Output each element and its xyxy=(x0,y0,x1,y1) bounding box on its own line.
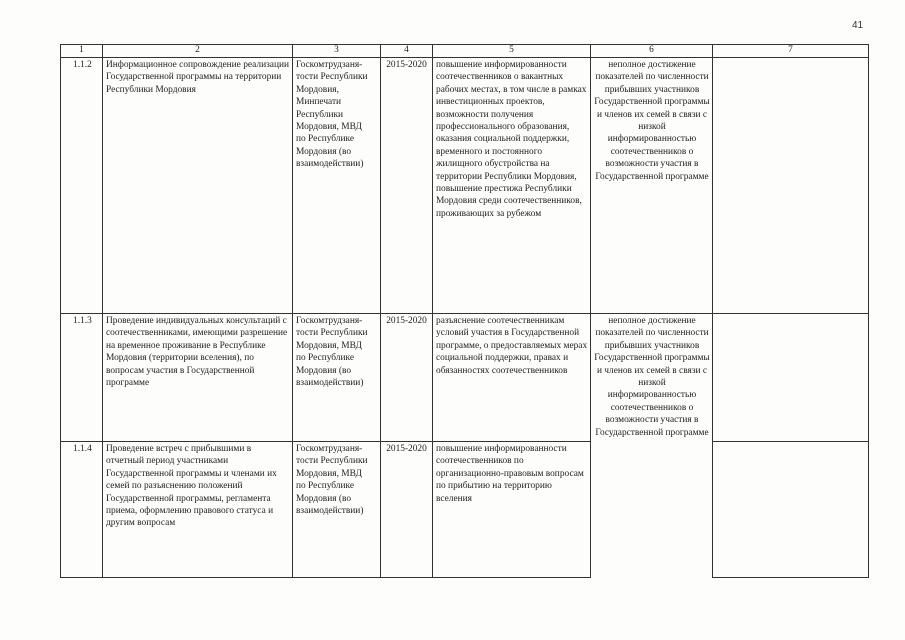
header-col-1: 1 xyxy=(61,45,103,58)
note-cell xyxy=(713,58,869,314)
table-row xyxy=(61,442,869,578)
risk-cell: неполное достижение показателей по численности прибывших участников Государственной программы и членов их семей в связи с низкой информированностью соотечественников о возможности участия в Государственной программе xyxy=(591,314,713,578)
header-row xyxy=(61,45,869,58)
period-cell: 2015-2020 xyxy=(381,314,433,442)
risk-cell: неполное достижение показателей по численности прибывших участников Государственной программы и членов их семей в связи с низкой информированностью соотечественников о возможности участия в Государственной программе xyxy=(591,58,713,314)
period-cell: 2015-2020 xyxy=(381,58,433,314)
header-col-4: 4 xyxy=(381,45,433,58)
row-number: 1.1.2 xyxy=(61,58,103,314)
header-col-6: 6 xyxy=(591,45,713,58)
row-number: 1.1.3 xyxy=(61,314,103,442)
row-number: 1.1.4 xyxy=(61,442,103,578)
note-cell xyxy=(713,314,869,442)
header-col-2: 2 xyxy=(103,45,293,58)
measures-table xyxy=(60,44,869,578)
note-cell xyxy=(713,442,869,578)
executor-cell: Госкомтрудзаня- тости Республики Мордовия, Минпечати Республики Мордовия, МВД по Республике Мордовия (во взаимодействии) xyxy=(293,58,381,314)
page-number: 41 xyxy=(852,20,864,31)
header-col-3: 3 xyxy=(293,45,381,58)
table-row xyxy=(61,58,869,314)
result-cell: повышение информированности соотечественников по организационно-правовым вопросам по прибытию на территорию вселения xyxy=(433,442,591,578)
measure-title: Проведение встреч с прибывшими в отчетный период участниками Государственной программы и членами их семей по разъяснению положений Государственной программы, регламента приема, оформлению правового статуса и другим вопросам xyxy=(103,442,293,578)
measure-title: Проведение индивидуальных консультаций с соотечественниками, имеющими разрешение на временное проживание в Республике Мордовия (территории вселения), по вопросам участия в Государственной программе xyxy=(103,314,293,442)
executor-cell: Госкомтрудзаня- тости Республики Мордовия, МВД по Республике Мордовия (во взаимодействии) xyxy=(293,314,381,442)
table-row xyxy=(61,314,869,442)
measure-title: Информационное сопровождение реализации Государственной программы на территории Республики Мордовия xyxy=(103,58,293,314)
header-col-5: 5 xyxy=(433,45,591,58)
header-col-7: 7 xyxy=(713,45,869,58)
executor-cell: Госкомтрудзаня- тости Республики Мордовия, МВД по Республике Мордовия (во взаимодействии) xyxy=(293,442,381,578)
period-cell: 2015-2020 xyxy=(381,442,433,578)
result-cell: повышение информированности соотечественников о вакантных рабочих местах, в том числе в рамках инвестиционных проектов, возможности получения профессионального образования, оказания социальной поддержки, временного и постоянного жилищного обустройства на территории Республики Мордовия, повышение престижа Республики Мордовия среди соотечественников, проживающих за рубежом xyxy=(433,58,591,314)
result-cell: разъяснение соотечественникам условий участия в Государственной программе, о предоставляемых мерах социальной поддержки, правах и обязанностях соотечественников xyxy=(433,314,591,442)
